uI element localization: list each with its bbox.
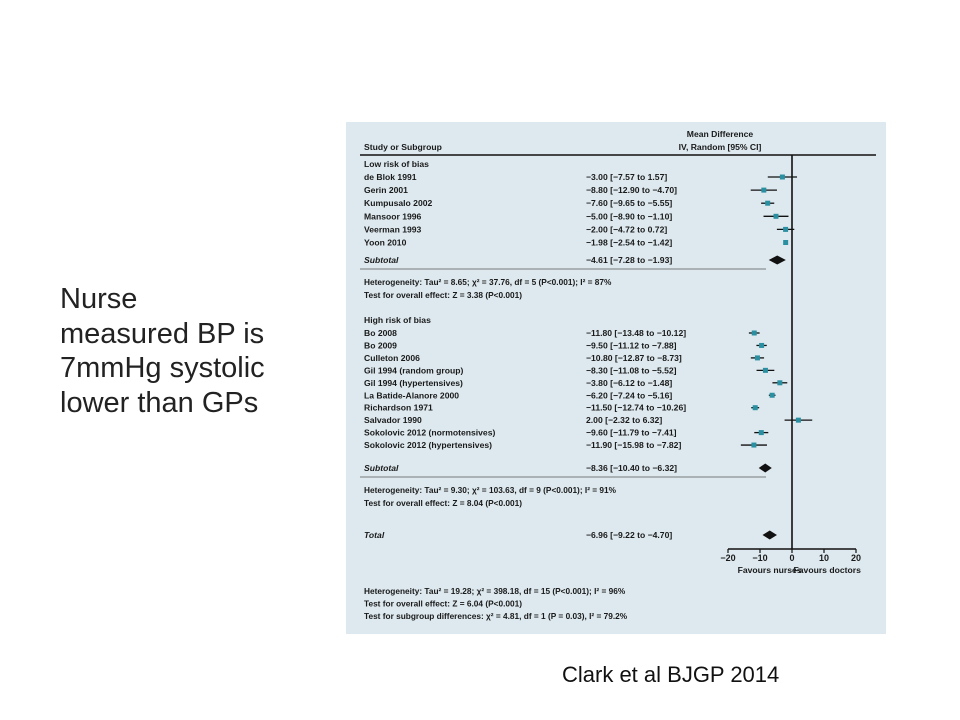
study-name: Veerman 1993 [364, 224, 422, 235]
study-name: Kumpusalo 2002 [364, 198, 433, 209]
x-tick-label: 0 [789, 553, 795, 563]
study-col-header: Study or Subgroup [364, 142, 442, 152]
effect-col-header: Mean Difference [686, 129, 754, 139]
study-name: Salvador 1990 [364, 415, 422, 426]
slide-text-line: measured BP is [60, 317, 265, 350]
study-ci-text: −8.80 [−12.90 to −4.70] [586, 185, 678, 196]
study-name: Sokolovic 2012 (normotensives) [364, 427, 496, 438]
citation: Clark et al BJGP 2014 [562, 662, 780, 687]
study-name: Bo 2009 [364, 340, 397, 351]
forest-plot [346, 122, 886, 634]
study-name: Sokolovic 2012 (hypertensives) [364, 440, 493, 451]
study-name: La Batide-Alanore 2000 [364, 390, 460, 401]
forest-plot-svg [346, 122, 886, 634]
group-title: Low risk of bias [364, 159, 429, 169]
study-name: Gil 1994 (random group) [364, 365, 464, 376]
effect-square [753, 405, 758, 410]
slide-text-block [60, 282, 330, 420]
effect-square [777, 380, 782, 385]
footer-stat-text: Test for subgroup differences: χ² = 4.81, df = 1 (P = 0.03), I² = 79.2% [364, 610, 628, 621]
study-ci-text: −10.80 [−12.87 to −8.73] [586, 352, 682, 363]
effect-square [783, 240, 788, 245]
study-name: Culleton 2006 [364, 352, 420, 363]
effect-square [770, 393, 775, 398]
favours-left-label: Favours nurses [737, 565, 802, 575]
heterogeneity-text: Heterogeneity: Tau² = 8.65; χ² = 37.76, df = 5 (P<0.001); I² = 87% [364, 277, 612, 287]
x-tick-label: 10 [818, 553, 830, 563]
effect-square [759, 430, 764, 435]
study-ci-text: −11.50 [−12.74 to −10.26] [586, 402, 687, 413]
subtotal-label: Subtotal [364, 463, 399, 473]
study-ci-text: −3.00 [−7.57 to 1.57] [586, 172, 668, 182]
study-name: Gil 1994 (hypertensives) [364, 377, 463, 388]
study-ci-text: −11.80 [−13.48 to −10.12] [586, 328, 687, 338]
group-title: High risk of bias [364, 315, 431, 325]
study-ci-text: −9.50 [−11.12 to −7.88] [586, 340, 677, 351]
study-ci-text: −7.60 [−9.65 to −5.55] [586, 198, 673, 209]
study-name: Richardson 1971 [364, 402, 433, 413]
subtotal-label: Subtotal [364, 255, 399, 265]
total-label: Total [364, 530, 385, 540]
subtotal-diamond [769, 256, 786, 265]
heterogeneity-text: Heterogeneity: Tau² = 9.30; χ² = 103.63, df = 9 (P<0.001); I² = 91% [364, 485, 617, 495]
x-tick-label: 20 [850, 553, 862, 563]
effect-square [783, 227, 788, 232]
study-ci-text: −3.80 [−6.12 to −1.48] [586, 377, 673, 388]
study-ci-text: −1.98 [−2.54 to −1.42] [586, 237, 673, 248]
effect-square [751, 443, 756, 448]
subtotal-ci-text: −4.61 [−7.28 to −1.93] [586, 255, 673, 265]
footer-stat-text: Heterogeneity: Tau² = 19.28; χ² = 398.18, df = 15 (P<0.001); I² = 96% [364, 586, 626, 596]
effect-square [761, 188, 766, 193]
total-ci-text: −6.96 [−9.22 to −4.70] [586, 530, 673, 540]
effect-square [755, 355, 760, 360]
study-ci-text: 2.00 [−2.32 to 6.32] [586, 415, 663, 426]
overall-effect-text: Test for overall effect: Z = 3.38 (P<0.001) [364, 290, 523, 300]
subtotal-diamond [759, 464, 772, 473]
slide-text-line: Nurse [60, 283, 138, 315]
x-tick-label: −20 [720, 553, 736, 563]
study-name: Bo 2008 [364, 328, 397, 338]
study-ci-text: −5.00 [−8.90 to −1.10] [586, 211, 673, 222]
study-ci-text: −11.90 [−15.98 to −7.82] [586, 440, 682, 451]
study-ci-text: −9.60 [−11.79 to −7.41] [586, 427, 677, 438]
favours-right-label: Favours doctors [793, 565, 861, 575]
effect-col-subheader: IV, Random [95% CI] [678, 142, 762, 152]
study-ci-text: −2.00 [−4.72 to 0.72] [586, 224, 668, 235]
study-ci-text: −6.20 [−7.24 to −5.16] [586, 390, 673, 401]
effect-square [765, 201, 770, 206]
overall-effect-text: Test for overall effect: Z = 8.04 (P<0.001) [364, 498, 523, 508]
study-ci-text: −8.30 [−11.08 to −5.52] [586, 365, 677, 376]
slide-text-line: lower than GPs [60, 386, 259, 419]
study-name: Mansoor 1996 [364, 211, 422, 222]
subtotal-ci-text: −8.36 [−10.40 to −6.32] [586, 463, 678, 473]
footer-stat-text: Test for overall effect: Z = 6.04 (P<0.001) [364, 598, 523, 609]
effect-square [759, 343, 764, 348]
effect-square [752, 331, 757, 336]
total-diamond [762, 531, 776, 540]
study-name: de Blok 1991 [364, 172, 417, 182]
effect-square [774, 214, 779, 219]
slide-text-line: 7mmHg systolic [60, 352, 265, 384]
effect-square [796, 418, 801, 423]
study-name: Gerin 2001 [364, 185, 408, 196]
effect-square [780, 175, 785, 180]
effect-square [763, 368, 768, 373]
study-name: Yoon 2010 [364, 237, 407, 248]
x-tick-label: −10 [752, 553, 768, 563]
